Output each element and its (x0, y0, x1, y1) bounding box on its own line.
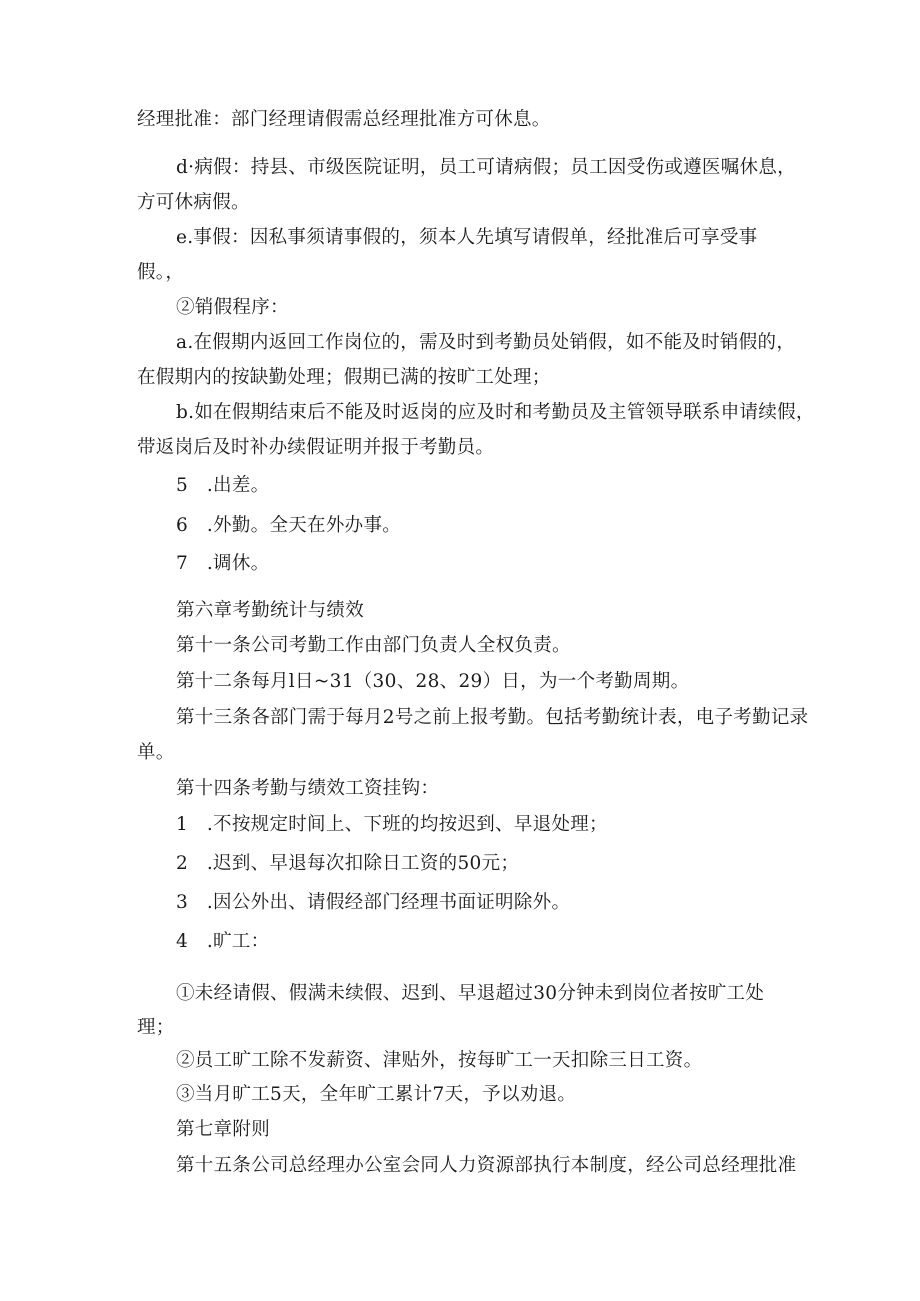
chapter-heading: 第六章考勤统计与绩效 (176, 600, 365, 621)
text-line: 假。， (137, 262, 185, 283)
text-line: d·病假：持县、市级医院证明，员工可请病假；员工因受伤或遵医嘱休息， (176, 157, 796, 178)
text-line: b.如在假期结束后不能及时返岗的应及时和考勤员及主管领导联系申请续假， (176, 402, 815, 423)
text-line: 第十一条公司考勤工作由部门负责人全权负责。 (176, 635, 571, 656)
text-line: 4 .旷工： (176, 931, 270, 952)
text-line: 第十二条每月l日~31（30、28、29）日，为一个考勤周期。 (176, 671, 690, 692)
text-line: ③当月旷工5天，全年旷工累计7天，予以劝退。 (176, 1084, 577, 1105)
text-line: e.事假：因私事须请事假的，须本人先填写请假单，经批准后可享受事 (176, 227, 758, 248)
text-line: ②员工旷工除不发薪资、津贴外，按每旷工一天扣除三日工资。 (176, 1050, 703, 1071)
text-line: ①未经请假、假满未续假、迟到、早退超过30分钟未到岗位者按旷工处 (176, 983, 765, 1004)
text-line: 6 .外勤。全天在外办事。 (176, 515, 402, 536)
text-line: 3 .因公外出、请假经部门经理书面证明除外。 (176, 892, 571, 913)
text-line: 第十三条各部门需于每月2号之前上报考勤。包括考勤统计表，电子考勤记录 (176, 707, 809, 728)
text-line: 在假期内的按缺勤处理；假期已满的按旷工处理； (137, 367, 551, 388)
text-line: 带返岗后及时补办续假证明并报于考勤员。 (137, 437, 495, 458)
text-line: 第十四条考勤与绩效工资挂钩： (176, 778, 440, 799)
chapter-heading: 第七章附则 (176, 1119, 271, 1140)
text-line: 经理批准：部门经理请假需总经理批准方可休息。 (137, 109, 551, 130)
text-line: 5 .出差。 (176, 475, 270, 496)
text-line: 理； (137, 1017, 175, 1038)
text-line: a.在假期内返回工作岗位的，需及时到考勤员处销假，如不能及时销假的， (176, 332, 796, 353)
text-line: 1 .不按规定时间上、下班的均按迟到、早退处理； (176, 814, 608, 835)
text-line: ②销假程序： (176, 297, 289, 318)
text-line: 7 .调休。 (176, 553, 270, 574)
text-line: 单。 (137, 742, 175, 763)
text-line: 2 .迟到、早退每次扣除日工资的50元； (176, 853, 520, 874)
text-line: 方可休病假。 (137, 192, 250, 213)
text-line: 第十五条公司总经理办公室会同人力资源部执行本制度，经公司总经理批准 (176, 1155, 797, 1176)
